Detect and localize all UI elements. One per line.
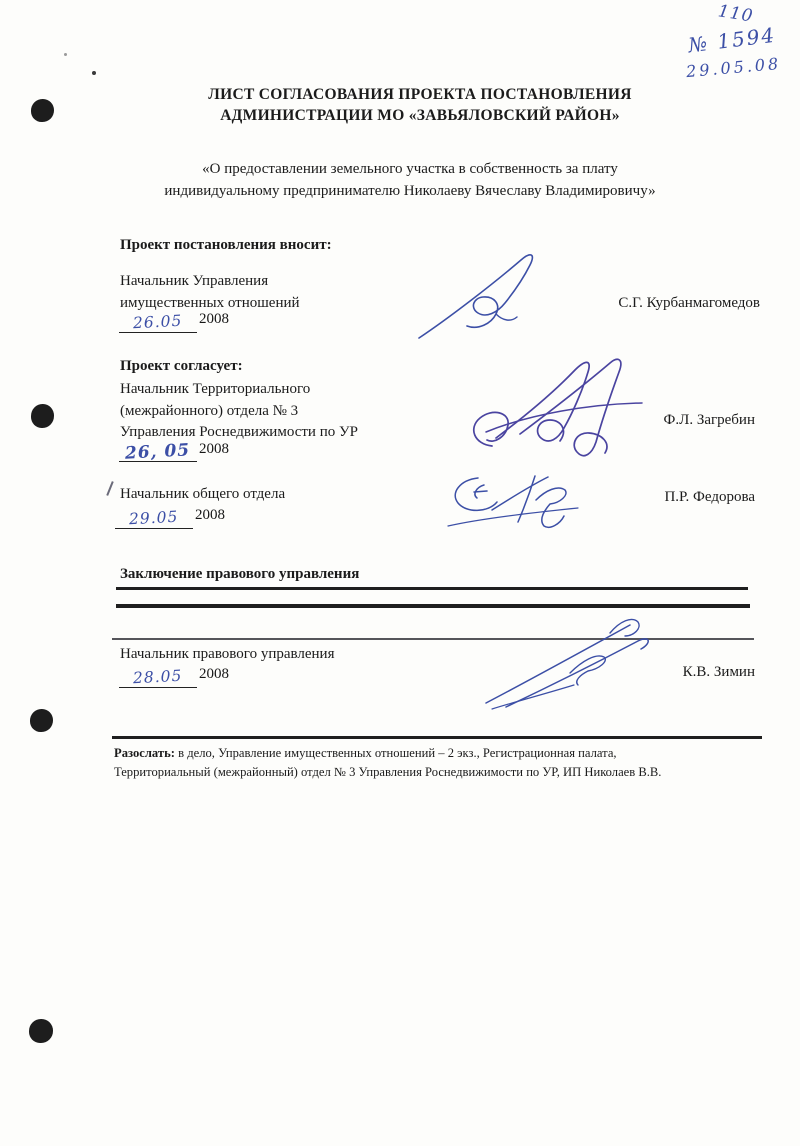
distribution-label: Разослать: <box>114 746 175 760</box>
date-row-block-3 <box>115 507 225 529</box>
date-line <box>119 313 197 333</box>
rule-line <box>112 736 762 739</box>
handwritten-registration-number: № 1594 <box>686 22 778 58</box>
date-line <box>115 509 193 529</box>
date-row-block-2 <box>119 441 229 462</box>
date-line <box>119 442 197 462</box>
position-line: Начальник Территориального <box>120 381 311 397</box>
handwritten-date: 28.05 <box>132 666 184 688</box>
scan-speck <box>92 71 96 75</box>
handwritten-date: 26.05 <box>132 311 184 333</box>
handwritten-sheet-number: 110 <box>716 1 755 27</box>
handwritten-date: 26, 05 <box>124 440 192 464</box>
year-label: 2008 <box>199 666 229 682</box>
punch-hole-mark <box>29 1019 53 1043</box>
position-line: Управления Роснедвижимости по УР <box>120 424 358 440</box>
approves-heading: Проект согласует: <box>120 358 243 374</box>
position-line: Начальник правового управления <box>120 646 335 662</box>
date-line <box>119 668 197 688</box>
scan-speck <box>64 53 67 56</box>
signature-scribble-zimin <box>478 613 664 711</box>
document-subject <box>60 158 760 202</box>
title-line-1: ЛИСТ СОГЛАСОВАНИЯ ПРОЕКТА ПОСТАНОВЛЕНИЯ <box>208 86 632 103</box>
legal-heading: Заключение правового управления <box>120 566 360 582</box>
date-row-block-4 <box>119 666 229 688</box>
distribution-line-2: Территориальный (межрайонный) отдел № 3 Управления Роснедвижимости по УР, ИП Николаев В.В. <box>114 764 662 779</box>
handwritten-registration-date: 29.05.08 <box>685 53 782 82</box>
submits-heading: Проект постановления вносит: <box>120 237 332 253</box>
signatory-name: Ф.Л. Загребин <box>663 412 755 428</box>
punch-hole-mark <box>30 709 53 732</box>
signatory-name: К.В. Зимин <box>682 664 755 680</box>
position-title-block-2 <box>120 379 358 444</box>
distribution-note <box>114 744 774 781</box>
rule-line <box>116 587 748 590</box>
punch-hole-mark <box>31 404 54 428</box>
pen-tick-mark <box>106 481 113 496</box>
distribution-text: в дело, Управление имущественных отношений – 2 экз., Регистрационная палата, <box>174 746 617 760</box>
position-line: (межрайонного) отдела № 3 <box>120 402 299 419</box>
signatory-name: П.Р. Федорова <box>664 489 755 505</box>
title-line-2: АДМИНИСТРАЦИИ МО «ЗАВЬЯЛОВСКИЙ РАЙОН» <box>220 107 620 124</box>
year-label: 2008 <box>199 311 229 327</box>
rule-line <box>116 604 750 608</box>
punch-hole-mark <box>31 99 54 122</box>
document-title <box>100 84 740 126</box>
subject-line-1: «О предоставлении земельного участка в собственность за плату <box>202 161 618 177</box>
position-title-block-1 <box>120 271 300 314</box>
signature-scribble-zagrebin <box>458 352 644 466</box>
date-row-block-1 <box>119 311 229 333</box>
position-line: Начальник Управления <box>120 273 269 289</box>
signatory-name: С.Г. Курбанмагомедов <box>618 295 760 311</box>
handwritten-date: 29.05 <box>128 507 180 529</box>
position-title-block-3 <box>120 484 285 506</box>
year-label: 2008 <box>195 507 225 523</box>
position-title-block-4 <box>120 644 334 666</box>
position-line: имущественных отношений <box>120 294 300 311</box>
subject-line-2: индивидуальному предпринимателю Николаеву Вячеславу Владимировичу» <box>164 183 656 199</box>
distribution-line-1 <box>114 744 774 763</box>
year-label: 2008 <box>199 441 229 457</box>
position-line: Начальник общего отдела <box>120 486 286 502</box>
